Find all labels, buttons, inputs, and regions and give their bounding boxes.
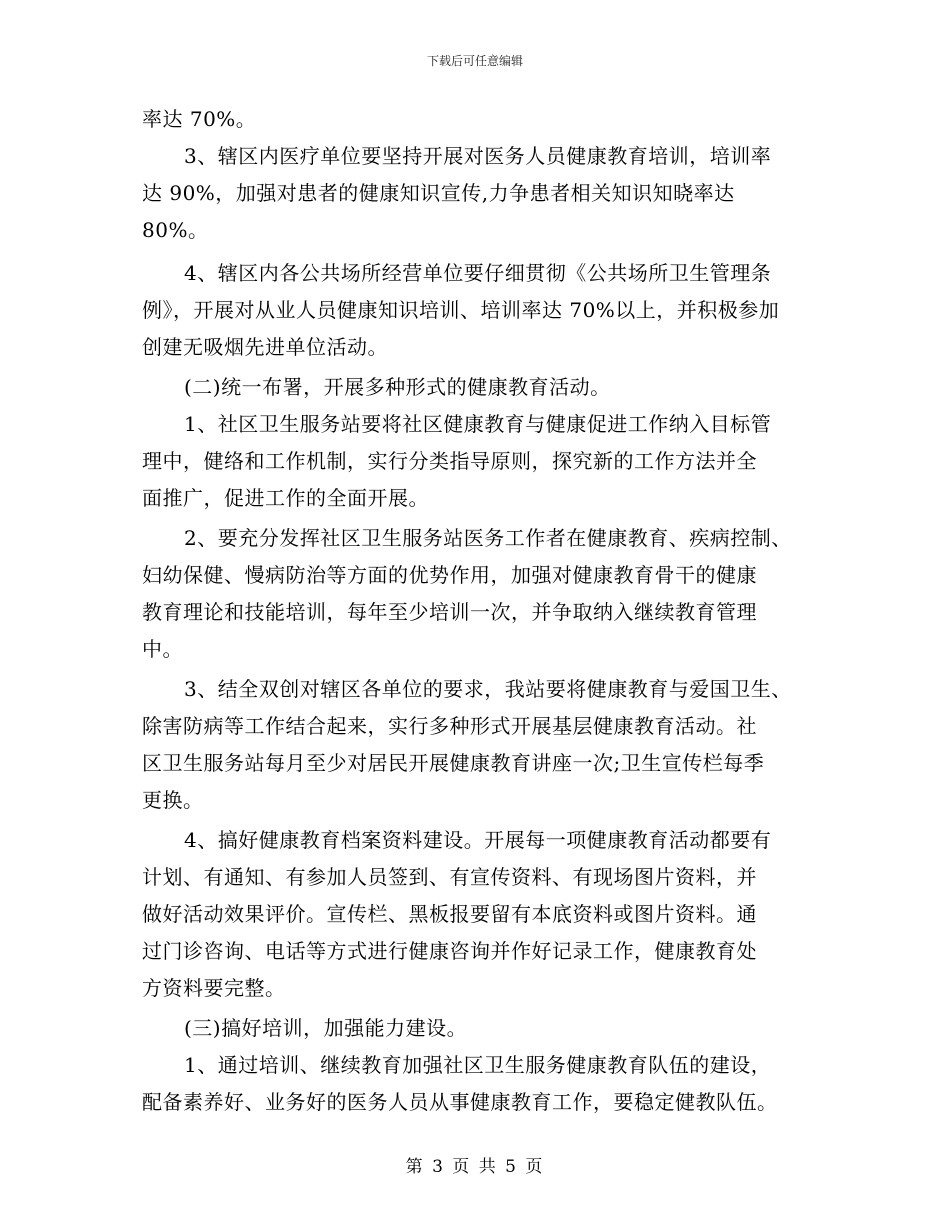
text-line: 做好活动效果评价。宣传栏、黑板报要留有本底资料或图片资料。通 <box>142 902 757 926</box>
section-heading: (三)搞好培训，加强能力建设。 <box>184 1016 468 1040</box>
text-line: 达 90%，加强对患者的健康知识宣传,力争患者相关知识知晓率达 <box>142 181 735 205</box>
text-line: 率达 70%。 <box>142 107 257 131</box>
text-line: 更换。 <box>142 788 204 812</box>
page-header: 下载后可任意编辑 <box>426 54 523 68</box>
text-line: 理中，健络和工作机制，实行分类指导原则，探究新的工作方法并全 <box>142 449 757 473</box>
text-line: 过门诊咨询、电话等方式进行健康咨询并作好记录工作，健康教育处 <box>142 939 757 963</box>
text-line: 配备素养好、业务好的医务人员从事健康教育工作，要稳定健教队伍。 <box>142 1090 778 1114</box>
text-line: 面推广，促进工作的全面开展。 <box>142 486 429 510</box>
page-number: 第 3 页 共 5 页 <box>405 1157 545 1177</box>
text-line: 4、搞好健康教育档案资料建设。开展每一项健康教育活动都要有 <box>184 828 772 852</box>
section-heading: (二)统一布署，开展多种形式的健康教育活动。 <box>184 375 611 399</box>
text-line: 区卫生服务站每月至少对居民开展健康教育讲座一次;卫生宣传栏每季 <box>142 751 765 775</box>
text-line: 除害防病等工作结合起来，实行多种形式开展基层健康教育活动。社 <box>142 714 757 738</box>
text-line: 3、结全双创对辖区各单位的要求，我站要将健康教育与爱国卫生、 <box>184 677 792 701</box>
text-line: 方资料要完整。 <box>142 976 286 1000</box>
text-line: 例》，开展对从业人员健康知识培训、培训率达 70%以上，并积极参加 <box>142 298 780 322</box>
text-line: 计划、有通知、有参加人员签到、有宣传资料、有现场图片资料，并 <box>142 865 757 889</box>
text-line: 4、辖区内各公共场所经营单位要仔细贯彻《公共场所卫生管理条 <box>184 261 772 285</box>
text-line: 创建无吸烟先进单位活动。 <box>142 335 388 359</box>
text-line: 1、社区卫生服务站要将社区健康教育与健康促进工作纳入目标管 <box>184 412 772 436</box>
text-line: 教育理论和技能培训，每年至少培训一次，并争取纳入继续教育管理 <box>142 600 757 624</box>
text-line: 中。 <box>142 637 183 661</box>
text-line: 80%。 <box>142 218 209 242</box>
text-line: 2、要充分发挥社区卫生服务站医务工作者在健康教育、疾病控制、 <box>184 526 792 550</box>
text-line: 妇幼保健、慢病防治等方面的优势作用，加强对健康教育骨干的健康 <box>142 563 757 587</box>
text-line: 1、通过培训、继续教育加强社区卫生服务健康教育队伍的建设， <box>184 1053 772 1077</box>
text-line: 3、辖区内医疗单位要坚持开展对医务人员健康教育培训，培训率 <box>184 144 772 168</box>
